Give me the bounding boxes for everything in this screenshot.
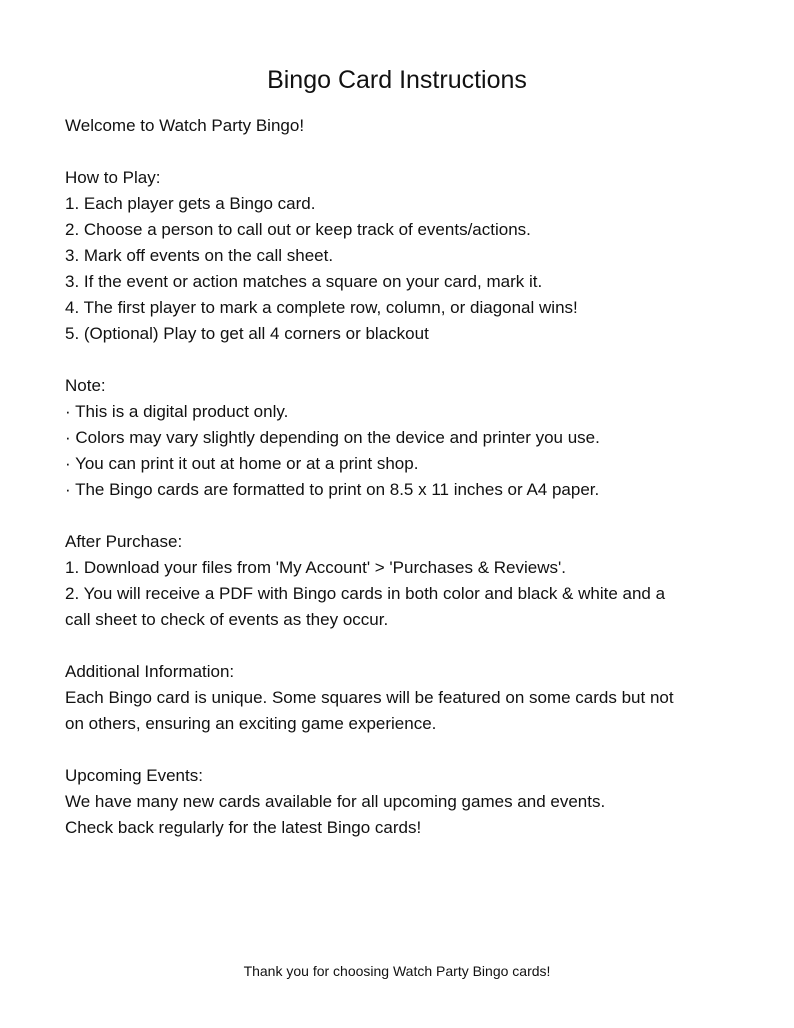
after-purchase-item: 2. You will receive a PDF with Bingo cards in both color and black & white and a — [65, 584, 666, 603]
after-purchase-item: call sheet to check of events as they occur. — [65, 610, 389, 629]
note-item: · You can print it out at home or at a print shop. — [65, 454, 419, 473]
additional-information-item: Each Bingo card is unique. Some squares will be featured on some cards but not — [65, 688, 674, 707]
upcoming-events-section — [65, 763, 755, 841]
section-spacer — [65, 737, 755, 763]
how-to-play-item: 1. Each player gets a Bingo card. — [65, 194, 316, 213]
section-spacer — [65, 503, 755, 529]
how-to-play-item: 5. (Optional) Play to get all 4 corners or blackout — [65, 324, 429, 343]
how-to-play-section — [65, 165, 755, 347]
how-to-play-item: 2. Choose a person to call out or keep track of events/actions. — [65, 220, 531, 239]
after-purchase-section — [65, 529, 755, 633]
page-title: Bingo Card Instructions — [267, 66, 527, 94]
how-to-play-item: 3. If the event or action matches a square on your card, mark it. — [65, 272, 543, 291]
how-to-play-item: 3. Mark off events on the call sheet. — [65, 246, 334, 265]
footer-thank-you: Thank you for choosing Watch Party Bingo cards! — [243, 963, 551, 979]
additional-information-heading: Additional Information: — [65, 662, 235, 681]
note-item: · The Bingo cards are formatted to print on 8.5 x 11 inches or A4 paper. — [65, 480, 600, 499]
note-section — [65, 373, 755, 503]
upcoming-events-heading: Upcoming Events: — [65, 766, 203, 785]
note-item: · This is a digital product only. — [65, 402, 289, 421]
instructions-content — [65, 113, 755, 841]
upcoming-events-item: Check back regularly for the latest Bingo cards! — [65, 818, 422, 837]
additional-information-item: on others, ensuring an exciting game experience. — [65, 714, 437, 733]
after-purchase-item: 1. Download your files from 'My Account' > 'Purchases & Reviews'. — [65, 558, 566, 577]
welcome-text: Welcome to Watch Party Bingo! — [65, 116, 305, 135]
note-heading: Note: — [65, 376, 106, 395]
section-spacer — [65, 633, 755, 659]
how-to-play-item: 4. The first player to mark a complete row, column, or diagonal wins! — [65, 298, 578, 317]
after-purchase-heading: After Purchase: — [65, 532, 183, 551]
additional-information-section — [65, 659, 755, 737]
section-spacer — [65, 139, 755, 165]
how-to-play-heading: How to Play: — [65, 168, 161, 187]
section-spacer — [65, 347, 755, 373]
upcoming-events-item: We have many new cards available for all upcoming games and events. — [65, 792, 606, 811]
note-item: · Colors may vary slightly depending on the device and printer you use. — [65, 428, 600, 447]
